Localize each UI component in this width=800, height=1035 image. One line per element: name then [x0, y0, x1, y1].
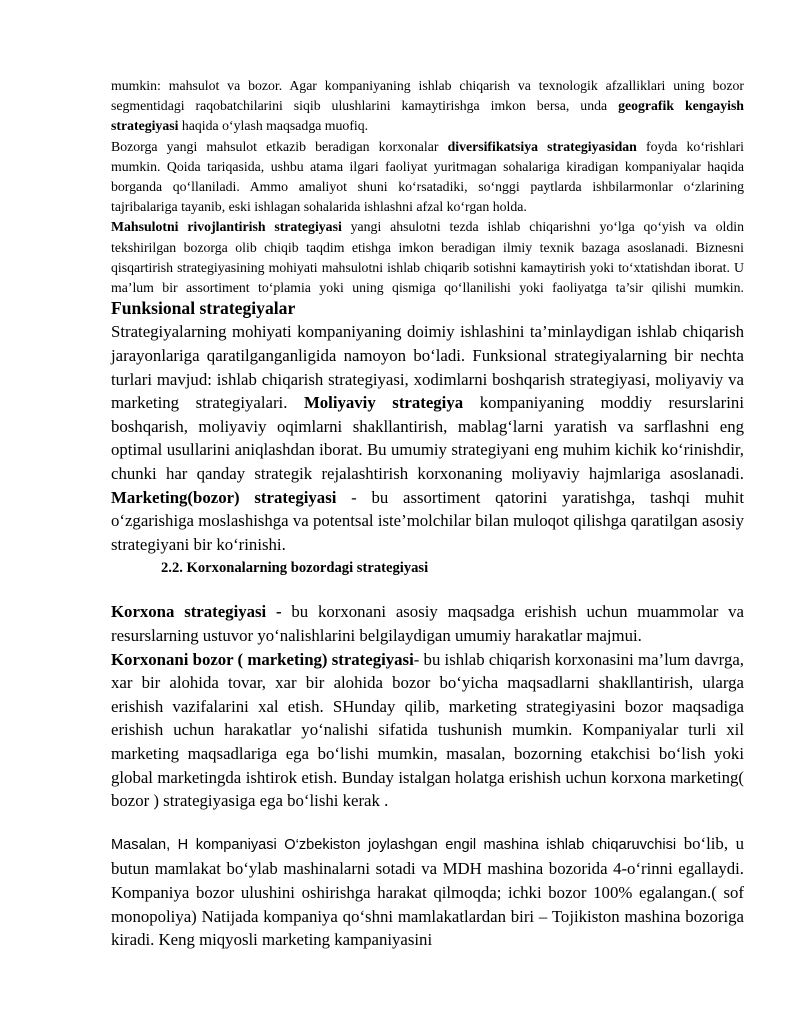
paragraph-enterprise-strategy — [111, 600, 744, 647]
text: bu korxonani asosiy maqsadga erishish uchun muammolar va resurslarning ustuvor yo‘nalishlarini belgilaydigan umumiy harakatlar majmui. — [111, 602, 744, 645]
paragraph-geographic-expansion — [111, 76, 744, 137]
bold-term-product-development: Mahsulotni rivojlantirish strategiyasi — [111, 219, 342, 235]
paragraph-diversification — [111, 137, 744, 218]
text: bo‘lib, u butun mamlakat bo‘ylab mashinalarni sotadi va MDH mashina bozorida 4-o‘rinni egallaydi. Kompaniya bozor ulushini oshirishga harakat qilmoqda; ichki bozor 100% egalangan.( sof monopoliya) Natijada kompaniya qo‘shni mamlakatlardan biri – Tojikiston mashina bozoriga kiradi. Keng miqyosli marketing kampaniyasini — [111, 833, 745, 950]
bold-term-diversification: diversifikatsiya strategiyasidan — [447, 138, 637, 154]
bold-term-geographic-expansion: geografik kengayish strategiyasi — [111, 98, 744, 134]
bold-term-financial-strategy: Moliyaviy strategiya — [303, 393, 464, 413]
paragraph-product-development — [111, 217, 744, 320]
text: yangi ahsulotni tezda ishlab chiqarishni yo‘lga qo‘yish va oldin tekshirilgan bozorga olib chiqib taqdim etishga imkon beradigan ilmiy texnik bazaga asoslanadi. Biznesni qisqartirish strategiyasining mohiyati mahsulotni ishlab chiqarib sotishni kamaytirish yoki to‘xtatishdan iborat. U ma’lum bir assortiment to‘plamia yoki uning qismiga qo‘llanilishi yoki faoliyatga ta’sir qilishi mumkin. — [111, 219, 745, 296]
bold-term-marketing-strategy: Marketing(bozor) strategiyasi — [111, 487, 337, 507]
text: - bu ishlab chiqarish korxonasini ma’lum davrga, xar bir alohida tovar, xar bir alohida bozor bo‘yicha maqsadlarni shakllantirish, ularga erishish vazifalarini xal etish. SHunday qilib, marketing strategiyasini bozor maqsadiga erishish uchun harakatlar yo‘nalishi sifatida tushunish mumkin. Kompaniyalar turli xil marketing maqsadlariga ega bo‘lishi mumkin, masalan, bozorning etakchisi bo‘lish yoki global marketingda ishtirok etish. Bunday istalgan holatga erishish uchun korxona marketing( bozor ) strategiyasiga ega bo‘lishi kerak . — [111, 649, 744, 811]
text: foyda ko‘rishlari mumkin. Qoida tariqasida, ushbu atama ilgari faoliyat yuritmagan sohalariga kiradigan kompaniyalar haqida borganda qo‘llaniladi. Ammo amaliyot shuni ko‘rsatadiki, so‘nggi paytlarda ishbilarmonlar o‘zlarining tajribalariga tayanib, eski ishlagan sohalarida ishlashni afzal ko‘rgan holda. — [111, 138, 745, 215]
bold-term-enterprise-strategy: Korxona strategiyasi - — [111, 602, 282, 622]
document-page — [111, 76, 744, 952]
text: - bu assortiment qatorini yaratishga, tashqi muhit o‘zgarishiga moslashishga va potentsal iste’molchilar bilan muloqot qilishga qaratilgan asosiy strategiyani bir ko‘rinishi. — [111, 487, 745, 554]
text: Strategiyalarning mohiyati kompaniyaning doimiy ishlashini ta’minlaydigan ishlab chiqarish jarayonlariga qaratilganganligida namoyon bo‘ladi. Funksional strategiyalarning bir nechta turlari mavjud: ishlab chiqarish strategiyasi, xodimlarni boshqarish strategiyasi, moliyaviy va marketing strategiyalari. — [111, 322, 744, 413]
bold-term-functional-strategies: Funksional strategiyalar — [111, 298, 296, 319]
spacer — [111, 578, 744, 600]
paragraph-example — [111, 832, 744, 952]
paragraph-functional-strategies — [111, 320, 744, 556]
spacer — [111, 813, 744, 832]
section-heading: 2.2. Korxonalarning bozordagi strategiyasi — [161, 560, 429, 577]
text: Bozorga yangi mahsulot etkazib beradigan korxonalar — [111, 138, 448, 154]
text: haqida o‘ylash maqsadga muofiq. — [178, 118, 369, 134]
sans-text: Masalan, H kompaniyasi O‘zbekiston joylashgan engil mashina ishlab chiqaruvchisi — [111, 836, 677, 853]
text: kompaniyaning moddiy resurslarini boshqarish, moliyaviy oqimlarni shakllantirish, mablag‘larni yaratish va sarflashni eng optimal usullarini aniqlashdan iborat. Bu umumiy strategiyani eng muhim kichik ko‘rinishdir, chunki har qanday strategik rejalashtirish korxonaning moliyaviy hajmlariga asoslanadi. — [111, 393, 744, 483]
text: mumkin: mahsulot va bozor. Agar kompaniyaning ishlab chiqarish va texnologik afzalliklari uning bozor segmentidagi raqobatchilarini siqib ulushlarini kamaytirishga imkon bersa, unda — [111, 78, 744, 114]
bold-term-market-strategy: Korxonani bozor ( marketing) strategiyasi — [111, 649, 414, 669]
paragraph-market-strategy — [111, 648, 744, 813]
